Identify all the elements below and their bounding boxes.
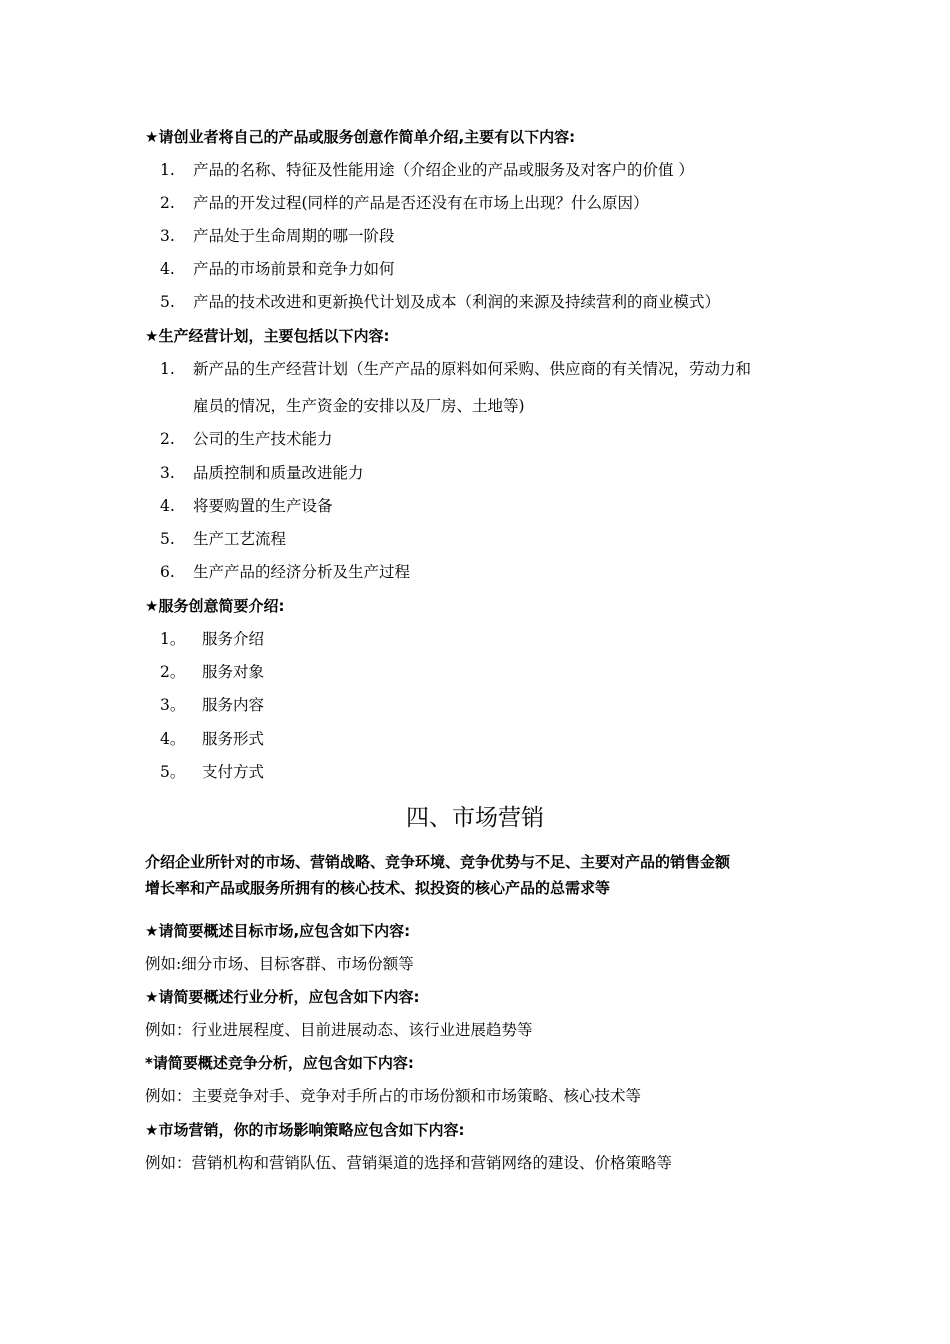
list-item: 公司的生产技术能力 <box>193 430 333 448</box>
list-item: 新产品的生产经营计划（生产产品的原料如何采购、供应商的有关情况，劳动力和 <box>193 360 752 378</box>
subsection-heading-industry-analysis: ★请简要概述行业分析，应包含如下内容: <box>145 988 420 1006</box>
subsection-example: 例如：主要竞争对手、竞争对手所占的市场份额和市场策略、核心技术等 <box>145 1087 642 1105</box>
list-number: 2. <box>160 430 175 448</box>
list-item: 生产产品的经济分析及生产过程 <box>193 563 411 581</box>
list-number: 3。 <box>160 696 186 714</box>
list-number: 3. <box>160 464 175 482</box>
list-item: 支付方式 <box>202 763 265 781</box>
list-item: 生产工艺流程 <box>193 530 287 548</box>
list-number: 1. <box>160 360 175 378</box>
list-item: 服务内容 <box>202 696 265 714</box>
list-number: 2. <box>160 194 175 212</box>
subsection-heading-target-market: ★请简要概述目标市场,应包含如下内容: <box>145 922 411 940</box>
subsection-example: 例如：营销机构和营销队伍、营销渠道的选择和营销网络的建设、价格策略等 <box>145 1154 673 1172</box>
list-number: 4。 <box>160 730 186 748</box>
section-heading-production-plan: ★生产经营计划，主要包括以下内容: <box>145 327 390 345</box>
chapter-intro-line-2: 增长率和产品或服务所拥有的核心技术、拟投资的核心产品的总需求等 <box>145 879 611 897</box>
list-item-continuation: 雇员的情况，生产资金的安排以及厂房、土地等) <box>193 397 525 415</box>
section-heading-service-intro: ★服务创意简要介绍: <box>145 597 285 615</box>
list-item: 将要购置的生产设备 <box>193 497 333 515</box>
list-number: 1。 <box>160 630 186 648</box>
subsection-heading-marketing: ★市场营销，你的市场影响策略应包含如下内容: <box>145 1121 465 1139</box>
list-item: 产品的开发过程(同样的产品是否还没有在市场上出现？什么原因） <box>193 194 649 212</box>
list-number: 5。 <box>160 763 186 781</box>
subsection-example: 例如：行业进展程度、目前进展动态、该行业进展趋势等 <box>145 1021 533 1039</box>
list-item: 服务对象 <box>202 663 265 681</box>
list-item: 服务介绍 <box>202 630 265 648</box>
chapter-intro-line-1: 介绍企业所针对的市场、营销战略、竞争环境、竞争优势与不足、主要对产品的销售金额 <box>145 853 731 871</box>
chapter-title: 四、市场营销 <box>406 805 544 831</box>
list-number: 5. <box>160 293 175 311</box>
list-number: 4. <box>160 497 175 515</box>
list-number: 5. <box>160 530 175 548</box>
list-item: 产品的市场前景和竞争力如何 <box>193 260 395 278</box>
list-item: 服务形式 <box>202 730 265 748</box>
subsection-heading-competition-analysis: *请简要概述竞争分析，应包含如下内容: <box>145 1054 414 1072</box>
list-number: 4. <box>160 260 175 278</box>
list-item: 产品的技术改进和更新换代计划及成本（利润的来源及持续营利的商业模式） <box>193 293 721 311</box>
list-number: 3. <box>160 227 175 245</box>
list-item: 产品的名称、特征及性能用途（介绍企业的产品或服务及对客户的价值 ） <box>193 161 694 179</box>
list-number: 1. <box>160 161 175 179</box>
list-item: 品质控制和质量改进能力 <box>193 464 364 482</box>
list-number: 2。 <box>160 663 186 681</box>
list-number: 6. <box>160 563 175 581</box>
section-heading-product-intro: ★请创业者将自己的产品或服务创意作简单介绍,主要有以下内容: <box>145 128 576 146</box>
subsection-example: 例如:细分市场、目标客群、市场份额等 <box>145 955 414 973</box>
list-item: 产品处于生命周期的哪一阶段 <box>193 227 395 245</box>
